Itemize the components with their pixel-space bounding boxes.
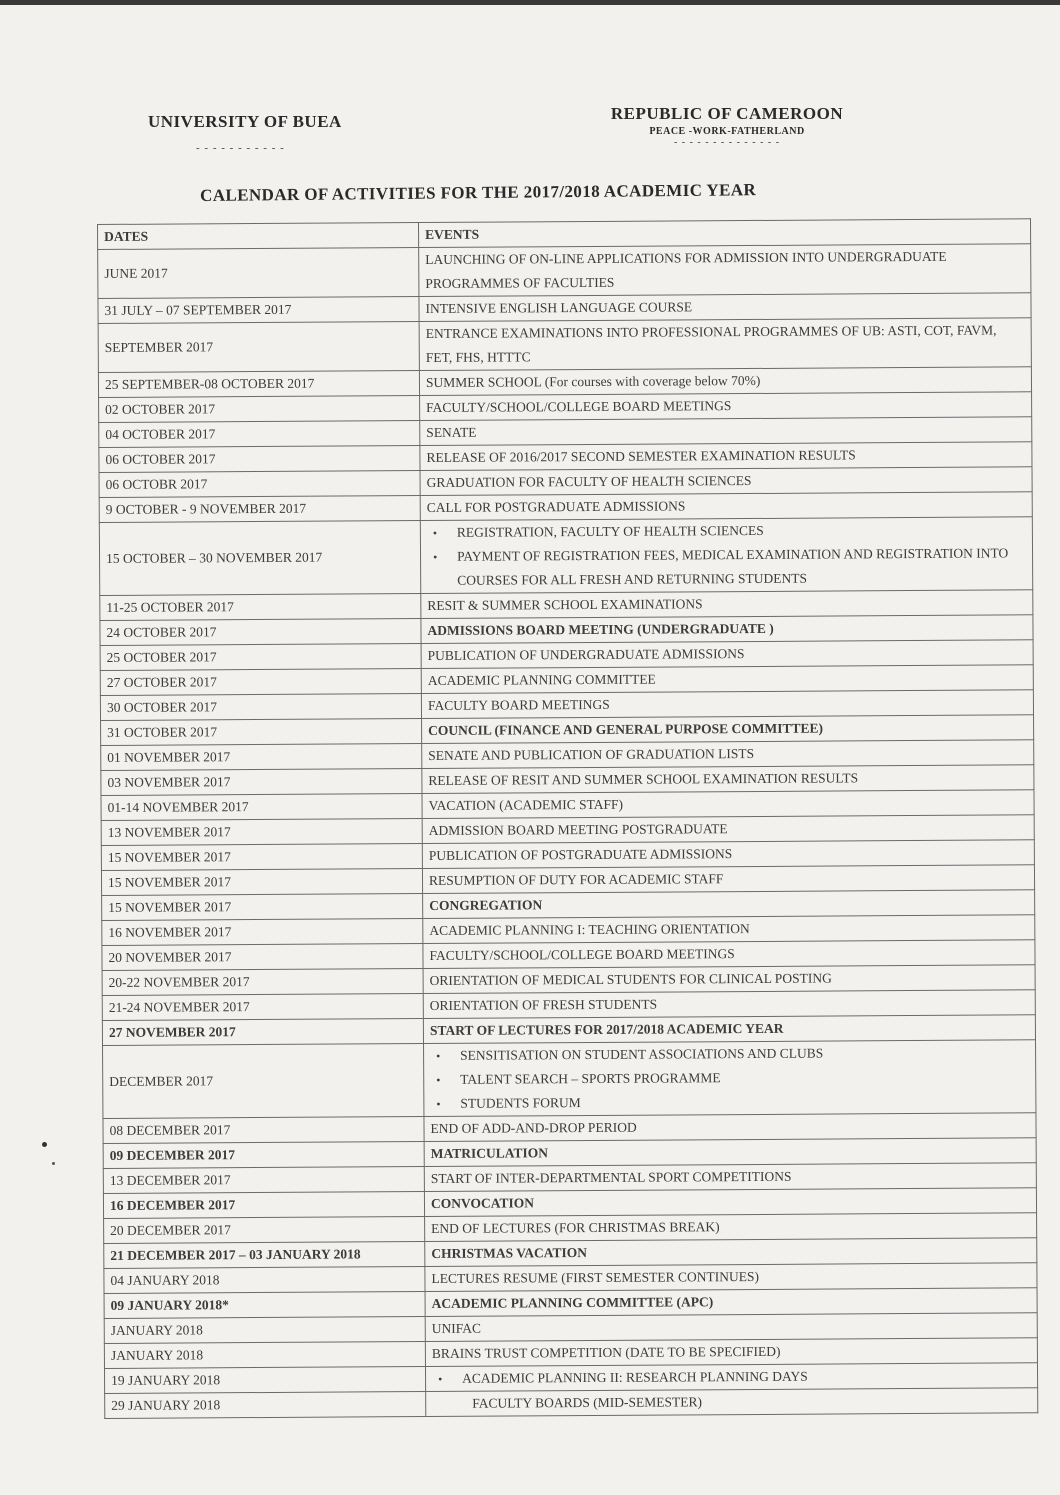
row-date: 21-24 NOVEMBER 2017 <box>102 994 423 1021</box>
row-event-list <box>424 1040 1036 1117</box>
row-event: PUBLICATION OF UNDERGRADUATE ADMISSIONS <box>421 640 1033 669</box>
row-event: UNIFAC <box>425 1313 1037 1342</box>
calendar-table <box>97 218 1038 1419</box>
row-date: 31 OCTOBER 2017 <box>101 719 422 746</box>
row-date: 31 JULY – 07 SEPTEMBER 2017 <box>98 297 419 324</box>
row-date: 13 NOVEMBER 2017 <box>101 819 422 846</box>
row-event: FACULTY/SCHOOL/COLLEGE BOARD MEETINGS <box>420 392 1032 421</box>
row-event: ADMISSIONS BOARD MEETING (UNDERGRADUATE ) <box>421 615 1033 644</box>
row-event: BRAINS TRUST COMPETITION (DATE TO BE SPECIFIED) <box>425 1338 1037 1367</box>
row-date: 24 OCTOBER 2017 <box>100 619 421 646</box>
row-date: 09 DECEMBER 2017 <box>103 1142 424 1169</box>
row-event: LECTURES RESUME (FIRST SEMESTER CONTINUES) <box>425 1263 1037 1292</box>
row-event: SENATE AND PUBLICATION OF GRADUATION LISTS <box>422 740 1034 769</box>
underline-dashes: - - - - - - - - - - - - - - <box>673 137 781 148</box>
row-event: GRADUATION FOR FACULTY OF HEALTH SCIENCES <box>420 467 1032 496</box>
row-event-list <box>425 1363 1037 1392</box>
table-row <box>99 517 1032 596</box>
column-header-dates: DATES <box>98 223 419 250</box>
row-event: FACULTY/SCHOOL/COLLEGE BOARD MEETINGS <box>423 940 1035 969</box>
row-event: END OF ADD-AND-DROP PERIOD <box>424 1113 1036 1142</box>
table-row <box>103 1040 1036 1119</box>
scan-edge <box>0 0 1060 5</box>
event-bullet-list <box>430 1040 1029 1116</box>
row-date: 15 NOVEMBER 2017 <box>101 844 422 871</box>
row-event: RELEASE OF 2016/2017 SECOND SEMESTER EXAMINATION RESULTS <box>420 442 1032 471</box>
underline-dashes: - - - - - - - - - - - <box>196 142 285 154</box>
row-event: CONGREGATION <box>423 890 1035 919</box>
row-date: 03 NOVEMBER 2017 <box>101 769 422 796</box>
row-date: 01-14 NOVEMBER 2017 <box>101 794 422 821</box>
table-row <box>98 318 1031 373</box>
column-header-events: EVENTS <box>418 219 1030 248</box>
scan-speck <box>42 1142 47 1147</box>
row-event: ACADEMIC PLANNING COMMITTEE (APC) <box>425 1288 1037 1317</box>
row-date: 15 NOVEMBER 2017 <box>102 894 423 921</box>
row-date: 09 JANUARY 2018* <box>104 1292 425 1319</box>
row-event: END OF LECTURES (FOR CHRISTMAS BREAK) <box>425 1213 1037 1242</box>
calendar-body <box>98 244 1038 1419</box>
event-bullet-item: • PAYMENT OF REGISTRATION FEES, MEDICAL EXAMINATION AND REGISTRATION INTO COURSES FOR ALL FRESH AND RETURNING STUDENTS <box>457 541 1026 592</box>
row-event: CALL FOR POSTGRADUATE ADMISSIONS <box>420 492 1032 521</box>
event-bullet-item: • SENSITISATION ON STUDENT ASSOCIATIONS AND CLUBS <box>460 1040 1029 1067</box>
row-event: RESIT & SUMMER SCHOOL EXAMINATIONS <box>421 590 1033 619</box>
event-bullet-item: • TALENT SEARCH – SPORTS PROGRAMME <box>460 1064 1029 1091</box>
row-event: CONVOCATION <box>424 1188 1036 1217</box>
row-date: 27 NOVEMBER 2017 <box>102 1019 423 1046</box>
national-motto: PEACE -WORK-FATHERLAND <box>649 126 805 137</box>
row-date: 13 DECEMBER 2017 <box>103 1167 424 1194</box>
row-event: ADMISSION BOARD MEETING POSTGRADUATE <box>422 815 1034 844</box>
event-bullet-item: • REGISTRATION, FACULTY OF HEALTH SCIENCES <box>457 517 1026 544</box>
row-event: COUNCIL (FINANCE AND GENERAL PURPOSE COMMITTEE) <box>422 715 1034 744</box>
row-event: RESUMPTION OF DUTY FOR ACADEMIC STAFF <box>422 865 1034 894</box>
row-date: 21 DECEMBER 2017 – 03 JANUARY 2018 <box>104 1242 425 1269</box>
row-event: START OF INTER-DEPARTMENTAL SPORT COMPETITIONS <box>424 1163 1036 1192</box>
row-event: INTENSIVE ENGLISH LANGUAGE COURSE <box>419 293 1031 322</box>
document-title: CALENDAR OF ACTIVITIES FOR THE 2017/2018 ACADEMIC YEAR <box>200 180 757 205</box>
republic-header <box>582 104 872 148</box>
row-date: 9 OCTOBER - 9 NOVEMBER 2017 <box>99 496 420 523</box>
row-event: MATRICULATION <box>424 1138 1036 1167</box>
row-date: 25 SEPTEMBER-08 OCTOBER 2017 <box>98 371 419 398</box>
row-date: 20 DECEMBER 2017 <box>104 1217 425 1244</box>
scan-speck <box>52 1162 55 1165</box>
row-date: 15 NOVEMBER 2017 <box>101 869 422 896</box>
row-date: 25 OCTOBER 2017 <box>100 644 421 671</box>
row-date: 06 OCTOBER 2017 <box>99 446 420 473</box>
row-date: SEPTEMBER 2017 <box>98 322 419 373</box>
event-bullet-list <box>427 517 1026 593</box>
row-event: FACULTY BOARDS (MID-SEMESTER) <box>426 1388 1038 1417</box>
row-date: 04 JANUARY 2018 <box>104 1267 425 1294</box>
row-date: DECEMBER 2017 <box>103 1044 424 1119</box>
row-event: START OF LECTURES FOR 2017/2018 ACADEMIC YEAR <box>423 1015 1035 1044</box>
row-event: ENTRANCE EXAMINATIONS INTO PROFESSIONAL PROGRAMMES OF UB: ASTI, COT, FAVM, FET, FHS, HTTTC <box>419 318 1031 371</box>
row-date: 11-25 OCTOBER 2017 <box>100 594 421 621</box>
event-bullet-list <box>432 1363 1031 1391</box>
university-name: UNIVERSITY OF BUEA <box>148 112 342 131</box>
row-date: 08 DECEMBER 2017 <box>103 1117 424 1144</box>
row-date: 16 NOVEMBER 2017 <box>102 919 423 946</box>
row-date: 04 OCTOBER 2017 <box>99 421 420 448</box>
row-date: 06 OCTOBR 2017 <box>99 471 420 498</box>
event-bullet-item: • ACADEMIC PLANNING II: RESEARCH PLANNING DAYS <box>462 1363 1031 1390</box>
row-event: CHRISTMAS VACATION <box>425 1238 1037 1267</box>
row-date: 20 NOVEMBER 2017 <box>102 944 423 971</box>
row-event: VACATION (ACADEMIC STAFF) <box>422 790 1034 819</box>
row-date: JANUARY 2018 <box>104 1342 425 1369</box>
table-row <box>98 244 1031 299</box>
event-bullet-item: • STUDENTS FORUM <box>460 1088 1029 1115</box>
row-date: JUNE 2017 <box>98 248 419 299</box>
university-header <box>148 112 388 154</box>
row-event: SENATE <box>420 417 1032 446</box>
row-date: 02 OCTOBER 2017 <box>99 396 420 423</box>
row-date: 16 DECEMBER 2017 <box>103 1192 424 1219</box>
row-event: PUBLICATION OF POSTGRADUATE ADMISSIONS <box>422 840 1034 869</box>
row-date: 19 JANUARY 2018 <box>104 1367 425 1394</box>
table-row <box>105 1388 1038 1419</box>
row-event: RELEASE OF RESIT AND SUMMER SCHOOL EXAMINATION RESULTS <box>422 765 1034 794</box>
row-date: JANUARY 2018 <box>104 1317 425 1344</box>
row-event: FACULTY BOARD MEETINGS <box>421 690 1033 719</box>
row-event: ORIENTATION OF MEDICAL STUDENTS FOR CLINICAL POSTING <box>423 965 1035 994</box>
row-date: 27 OCTOBER 2017 <box>100 669 421 696</box>
row-event-list <box>420 517 1032 594</box>
row-event: ACADEMIC PLANNING I: TEACHING ORIENTATION <box>423 915 1035 944</box>
row-date: 30 OCTOBER 2017 <box>100 694 421 721</box>
row-date: 01 NOVEMBER 2017 <box>101 744 422 771</box>
row-date: 29 JANUARY 2018 <box>105 1392 426 1419</box>
republic-name: REPUBLIC OF CAMEROON <box>610 104 844 123</box>
row-date: 20-22 NOVEMBER 2017 <box>102 969 423 996</box>
row-event: SUMMER SCHOOL (For courses with coverage below 70%) <box>419 367 1031 396</box>
row-event: ACADEMIC PLANNING COMMITTEE <box>421 665 1033 694</box>
row-event: LAUNCHING OF ON-LINE APPLICATIONS FOR ADMISSION INTO UNDERGRADUATE PROGRAMMES OF FACULTIES <box>419 244 1031 297</box>
row-date: 15 OCTOBER – 30 NOVEMBER 2017 <box>99 521 420 596</box>
row-event: ORIENTATION OF FRESH STUDENTS <box>423 990 1035 1019</box>
